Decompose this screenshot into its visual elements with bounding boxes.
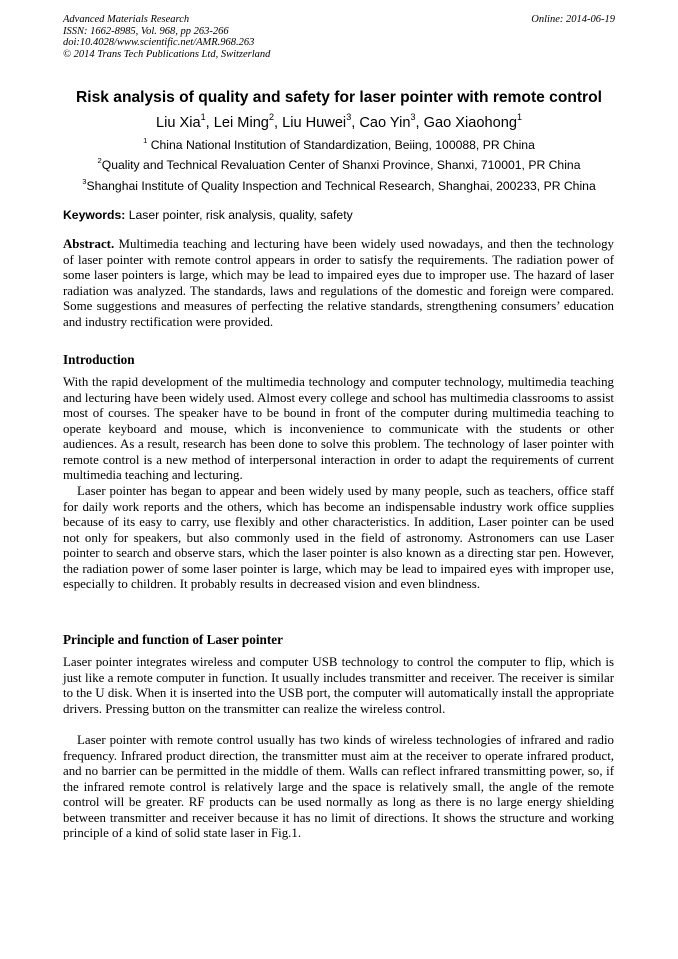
affiliation-1: $^1$ China National Institution of Standardization, Beiing, 100088, PR China [143,136,535,152]
principle-paragraph-2: Laser pointer with remote control usually has two kinds of wireless technologies of infrared and radio frequency. Infrared product direction, the transmitter must aim at the receiver to operate infrared product, and no barrier can be permitted in the middle of them. Walls can reflect infrared transmitting power, so, if the infrared remote control is relatively large and the space is relatively small, the angle of the remote control will be greater. RF products can be used normally as long as there is no large energy shielding between transmitter and receiver because it has no limit of directions. It shows the structure and working principle of a kind of solid state laser in Fig.1. [63,733,614,840]
affiliation-2: $^2$Quality and Technical Revaluation Center of Shanxi Province, Shanxi, 710001, PR China [97,156,581,172]
issn-line: ISSN: 1662-8985, Vol. 968, pp 263-266 [63,25,229,37]
doi-line: doi:10.4028/www.scientific.net/AMR.968.263 [63,37,255,48]
abstract-text: Multimedia teaching and lecturing have been widely used nowadays, and then the technology of laser pointer with remote control appears in order to satisfy the requirements. The radiation power of some laser pointers is large, which may be lead to impaired eyes due to improper use. The hazard of laser radiation was analyzed. The standards, laws and regulations of the domestic and foreign were compared. Some suggestions and measures of perfecting the relative standards, strengthening consumers’ education and industry rectification were provided. [63,237,614,329]
online-date: Online: 2014-06-19 [531,14,615,25]
author: Cao Yin$^3$, [359,112,424,131]
section-heading-principle: Principle and function of Laser pointer [63,632,283,647]
keywords [63,208,615,222]
author: Liu Huwei$^3$, [282,112,360,131]
abstract [63,237,614,330]
keywords-text: Laser pointer, risk analysis, quality, safety [125,208,353,222]
author: Liu Xia$^1$, [155,112,214,131]
principle-paragraph-1: Laser pointer integrates wireless and computer USB technology to control the computer to flip, which is just like a remote computer in function. It usually includes transmitter and receiver. The receiver is similar to the U disk. When it is inserted into the USB port, the computer will automatically install the appropriate drivers. Pressing button on the transmitter can realize the wireless control. [63,655,614,716]
abstract-label: Abstract. [63,237,115,251]
copyright-line: © 2014 Trans Tech Publications Ltd, Switzerland [63,48,271,60]
author: Lei Ming$^2$, [213,112,283,131]
keywords-label: Keywords: [63,208,126,222]
journal-name: Advanced Materials Research [63,14,190,25]
author: Gao Xiaohong$^1$ [423,112,522,131]
journal-header [63,14,615,60]
affiliation-3: $^3$Shanghai Institute of Quality Inspection and Technical Research, Shanghai, 200233, PR China [82,177,596,193]
intro-paragraph-1: With the rapid development of the multimedia technology and computer technology, multimedia teaching and lecturing have been widely used. Almost every college and school has multimedia classrooms to assist most of courses. The speaker have to be bound in front of the computer during multimedia teaching to operate keyboard and mouse, which is inconvenience to communicate with the students or other audiences. As a result, research has been done to solve this problem. The technology of laser pointer with remote control is a new method of interpersonal interaction in order to adapt the requirements of current multimedia teaching and lecturing. [63,375,614,482]
author-list [40,113,638,133]
section-heading-introduction: Introduction [63,352,135,367]
paper-title: Risk analysis of quality and safety for laser pointer with remote control [76,89,602,106]
intro-paragraph-2: Laser pointer has began to appear and been widely used by many people, such as teachers, office staff for daily work reports and the others, which has become an indispensable industry work office supplies because of its easy to carry, use flexibly and other characteristics. In addition, Laser pointer can be used not only for speakers, but also commonly used in the field of astronomy. Astronomers can use Laser pointer to search and observe stars, which the laser pointer is also known as a directing star pen. However, the radiation power of some laser pointer is large, which may be lead to impaired eyes with improper use, especially to children. It probably results in decreased vision and even blindness. [63,484,614,591]
